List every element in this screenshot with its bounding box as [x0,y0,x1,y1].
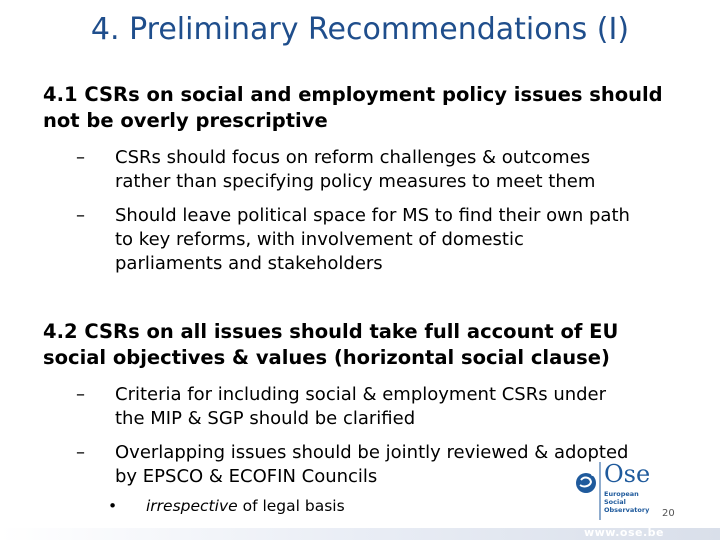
section-heading-4-1 [43,82,683,134]
dash-marker: – [76,442,85,463]
heading-line: 4.2 CSRs on all issues should take full account of EU [43,320,619,343]
slide-title: 4. Preliminary Recommendations (I) [90,12,630,47]
bullet-line: rather than specifying policy measures to meet them [115,171,596,192]
page-number: 20 [662,508,675,519]
logo-subtext [604,490,649,514]
dash-marker: – [76,147,85,168]
sub-bullet-rest: of legal basis [237,497,345,515]
bullet-line: CSRs should focus on reform challenges & outcomes [115,147,591,168]
emphasis-text: irrespective [146,497,238,515]
bullet-line: Overlapping issues should be jointly reviewed & adopted [115,442,629,463]
logo-line: Social [604,498,626,506]
bullet-line: Criteria for including social & employment CSRs under [115,384,607,405]
section-heading-4-2 [43,319,683,371]
ose-logo [572,460,672,522]
bullet-text [115,204,675,276]
bullet-line: parliaments and stakeholders [115,253,383,274]
footer-url[interactable]: www.ose.be [583,526,664,539]
bullet-line: the MIP & SGP should be clarified [115,408,416,429]
heading-line: 4.1 CSRs on social and employment policy issues should [43,83,663,106]
bullet-line: Should leave political space for MS to find their own path [115,205,630,226]
bullet-dot: • [108,497,118,515]
bullet-line: by EPSCO & ECOFIN Councils [115,466,378,487]
bullet-text [115,383,675,431]
logo-line: European [604,490,639,498]
heading-line: social objectives & values (horizontal social clause) [43,346,610,369]
sub-bullet-text [146,496,345,516]
bullet-line: to key reforms, with involvement of domestic [115,229,524,250]
heading-line: not be overly prescriptive [43,109,328,132]
bullet-text [115,146,675,194]
dash-marker: – [76,384,85,405]
logo-line: Observatory [604,506,650,514]
dash-marker: – [76,205,85,226]
logo-name: Ose [604,460,651,488]
